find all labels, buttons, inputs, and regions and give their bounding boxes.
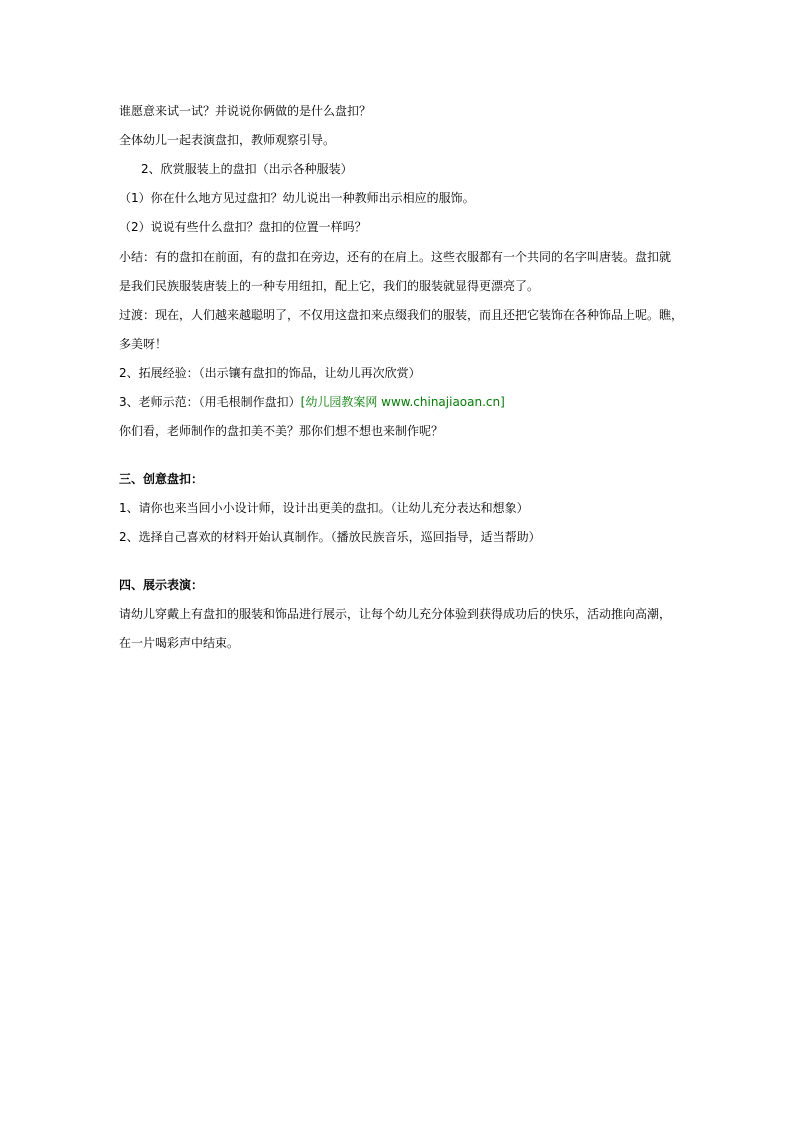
- transition-line-1: 过渡：现在，人们越来越聪明了，不仅用这盘扣来点缀我们的服装，而且还把它装饰在各种饰品上呢。瞧，: [119, 308, 684, 322]
- creative-step-1: 1、请你也来当回小小设计师，设计出更美的盘扣。（让幼儿充分表达和想象）: [119, 501, 529, 515]
- question-1: （1）你在什么地方见过盘扣？幼儿说出一种教师出示相应的服饰。: [119, 191, 475, 205]
- show-paragraph-line-2: 在一片喝彩声中结束。: [119, 636, 240, 650]
- section-heading-show: 四、展示表演：: [119, 578, 204, 592]
- show-paragraph-line-1: 请幼儿穿戴上有盘扣的服装和饰品进行展示，让每个幼儿充分体验到获得成功后的快乐，活动推向高潮，: [119, 607, 672, 621]
- paragraph-group-performance: 全体幼儿一起表演盘扣，教师观察引导。: [119, 133, 336, 147]
- teacher-demo-line: [119, 394, 679, 410]
- creative-step-2: 2、选择自己喜欢的材料开始认真制作。（播放民族音乐，巡回指导，适当帮助）: [119, 530, 541, 544]
- summary-line-2: 是我们民族服装唐装上的一种专用纽扣，配上它，我们的服装就显得更漂亮了。: [119, 279, 540, 293]
- teacher-question: 你们看，老师制作的盘扣美不美？那你们想不想也来制作呢？: [119, 424, 444, 438]
- site-link[interactable]: [幼儿园教案网 www.chinajiaoan.cn]: [300, 395, 505, 409]
- section-heading-appreciate-buttons: 2、欣赏服装上的盘扣（出示各种服装）: [141, 162, 353, 176]
- transition-line-2: 多美呀！: [119, 337, 168, 351]
- summary-line-1: 小结：有的盘扣在前面，有的盘扣在旁边，还有的在肩上。这些衣服都有一个共同的名字叫唐装。盘扣就: [119, 250, 672, 264]
- teacher-demo-text: 3、老师示范：（用毛根制作盘扣）: [119, 395, 301, 409]
- question-2: （2）说说有些什么盘扣？盘扣的位置一样吗？: [119, 220, 367, 234]
- paragraph-volunteer-prompt: 谁愿意来试一试？并说说你俩做的是什么盘扣？: [119, 104, 372, 118]
- expand-experience: 2、拓展经验：（出示镶有盘扣的饰品，让幼儿再次欣赏）: [119, 366, 421, 380]
- section-heading-creative: 三、创意盘扣：: [119, 472, 204, 486]
